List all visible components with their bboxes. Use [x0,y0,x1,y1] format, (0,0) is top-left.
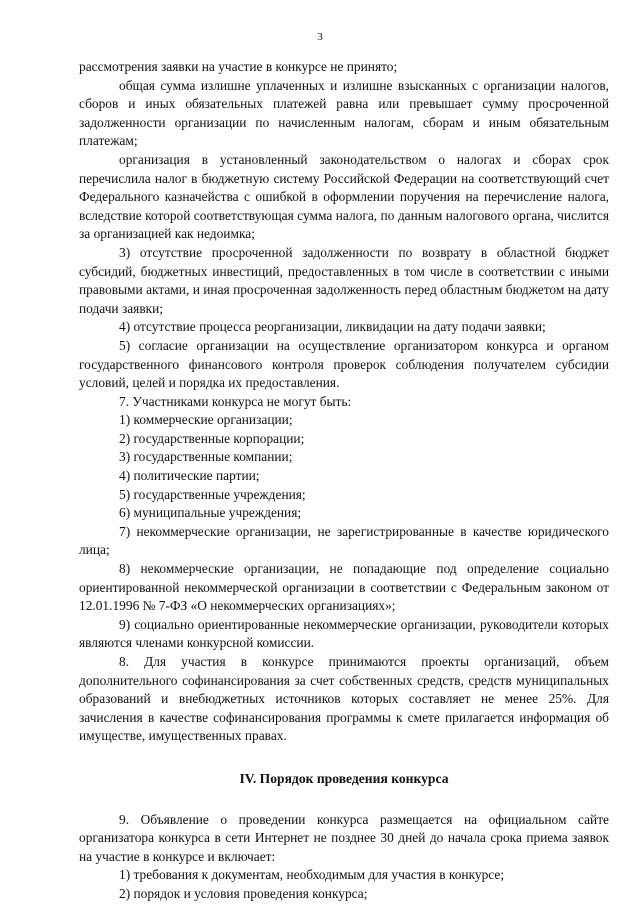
paragraph: 3) отсутствие просроченной задолженности по возврату в областной бюджет субсидий, бюджетных инвестиций, предоставленных в том числе в соответствии с иными правовыми актами, и иная просроченная задолженность перед областным бюджетом на дату подачи заявки; [79,244,609,316]
paragraph: общая сумма излишне уплаченных и излишне взысканных с организации налогов, сборов и иных обязательных платежей равна или превышает сумму просроченной задолженности организации по начисленным налогам, сборам и иным обязательным платежам; [79,77,609,149]
paragraph: 9. Объявление о проведении конкурса размещается на официальном сайте организатора конкурса в сети Интернет не позднее 30 дней до начала срока приема заявок на участие в конкурсе и включает: [79,811,609,864]
paragraph: 2) государственные корпорации; [119,430,305,446]
document-body [79,58,609,904]
paragraph: 8) некоммерческие организации, не попадающие под определение социально ориентированной некоммерческой организации в соответствии с Федеральным законом от 12.01.1996 № 7-ФЗ «О некоммерческих организациях»; [79,561,609,614]
paragraphs-before-heading [79,58,609,746]
paragraph: 5) согласие организации на осуществление организатором конкурса и органом государственного финансового контроля проверок соблюдения получателем субсидии условий, целей и порядка их предоставления. [79,337,609,391]
paragraph: 8. Для участия в конкурсе принимаются проекты организаций, объем дополнительного софинансирования за счет собственных средств, средств муниципальных образований и внебюджетных источников которых составляет не менее 25%. Для зачисления в качестве софинансирования программы к смете прилагается информация об имуществе, имущественных правах. [79,654,609,744]
paragraph: 7) некоммерческие организации, не зарегистрированные в качестве юридического лица; [79,523,609,558]
paragraph: организация в установленный законодательством о налогах и сборах срок перечислила налог в бюджетную систему Российской Федерации на соответствующий счет Федерального казначейства с ошибкой в оформлении поручения на перечисление налога, вследствие которой соответствующая сумма налога, по данным налогового органа, числится за организацией как недоимка; [79,151,609,242]
paragraph: 1) коммерческие организации; [119,412,293,428]
page-number: 3 [317,31,323,43]
paragraph: 4) отсутствие процесса реорганизации, ликвидации на дату подачи заявки; [119,319,546,335]
paragraph: 7. Участниками конкурса не могут быть: [119,393,352,409]
paragraph: 9) социально ориентированные некоммерческие организации, руководители которых являются членами конкурсной комиссии. [79,616,609,651]
paragraph: 3) государственные компании; [119,449,293,465]
paragraph: 2) порядок и условия проведения конкурса; [119,885,368,901]
paragraph: 4) политические партии; [119,468,260,484]
paragraphs-after-heading [79,811,609,904]
section-heading: IV. Порядок проведения конкурса [239,770,449,786]
paragraph: рассмотрения заявки на участие в конкурсе не принято; [79,59,398,74]
paragraph: 5) государственные учреждения; [119,486,306,502]
paragraph: 1) требования к документам, необходимым для участия в конкурсе; [119,867,505,883]
paragraph: 6) муниципальные учреждения; [119,505,302,521]
